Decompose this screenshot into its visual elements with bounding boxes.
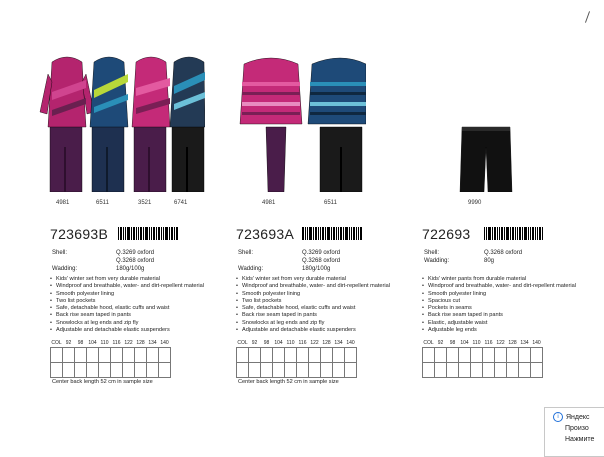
garment-illustrations-723693B [30, 52, 205, 192]
shell-value: Q.3268 oxford [116, 258, 155, 264]
size-header: 92 [65, 340, 72, 346]
garment-set-3521 [132, 57, 170, 192]
sample-size-note: Center back length 52 cm in sample size [238, 379, 339, 385]
size-header: 98 [449, 340, 456, 346]
yandex-notification-popup[interactable] [544, 407, 604, 457]
wadding-value: 180g/100g [302, 266, 331, 272]
color-code: 3521 [138, 200, 152, 206]
feature-item: • Smooth polyester lining [422, 291, 576, 298]
yandex-popup-line: Нажмите [565, 436, 595, 443]
size-header: 122 [496, 340, 505, 346]
garment-set-6741 [170, 57, 205, 192]
feature-item: • Safe, detachable hood, elastic cuffs and waist [236, 305, 390, 312]
color-code: 6511 [96, 200, 109, 206]
size-header: 116 [112, 340, 121, 346]
size-row [51, 363, 171, 378]
feature-item: • Adjustable leg ends [422, 327, 576, 334]
size-header: 128 [322, 340, 331, 346]
feature-item: • Kids' winter pants from durable material [422, 276, 576, 283]
feature-item: • Windproof and breathable, water- and dirt-repellent material [50, 283, 204, 290]
feature-list [236, 276, 390, 334]
feature-item: • Spacious cut [422, 298, 576, 305]
size-table [50, 339, 171, 378]
size-header: 116 [298, 340, 307, 346]
size-header: 110 [286, 340, 295, 346]
size-header: 110 [472, 340, 481, 346]
barcode-image [484, 227, 544, 242]
color-code: 4981 [56, 200, 70, 206]
size-header: 98 [263, 340, 270, 346]
feature-item: • Smooth polyester lining [236, 291, 390, 298]
feature-item: • Two list pockets [236, 298, 390, 305]
feature-item: • Pockets in seams [422, 305, 576, 312]
shell-value: Q.3269 oxford [116, 250, 155, 256]
shell-label: Shell: [52, 250, 68, 256]
size-table [422, 339, 543, 378]
barcode-image [302, 227, 362, 242]
size-header: 140 [532, 340, 541, 346]
feature-item: • Kids' winter set from very durable material [50, 276, 204, 283]
yandex-popup-title: i Яндекс [553, 412, 604, 423]
garment-set-4981 [240, 58, 302, 192]
feature-item: • Kids' winter set from very durable material [236, 276, 390, 283]
corner-mark [585, 11, 590, 23]
feature-item: • Back rise seam taped in pants [50, 312, 204, 319]
garment-illustrations-723693A [236, 52, 366, 192]
size-row [423, 348, 543, 363]
color-code: 6741 [174, 200, 188, 206]
feature-item: • Smooth polyester lining [50, 291, 204, 298]
wadding-label: Wadding: [52, 266, 78, 272]
shell-value: Q.3268 oxford [302, 258, 341, 264]
size-header: 110 [100, 340, 109, 346]
size-header: 116 [484, 340, 493, 346]
shell-label: Shell: [238, 250, 254, 256]
feature-item: • Adjustable and detachable elastic suspenders [236, 327, 390, 334]
sample-size-note: Center back length 52 cm in sample size [52, 379, 153, 385]
size-header: 122 [124, 340, 133, 346]
feature-item: • Back rise seam taped in pants [422, 312, 576, 319]
feature-item: • Safe, detachable hood, elastic cuffs and waist [50, 305, 204, 312]
barcode-image [118, 227, 178, 242]
size-header: 128 [136, 340, 145, 346]
yandex-popup-line: Произо [565, 425, 589, 432]
feature-item: • Elastic, adjustable waist [422, 320, 576, 327]
wadding-label: Wadding: [424, 258, 450, 264]
garment-set-4981 [40, 57, 94, 192]
color-code: 4981 [262, 200, 276, 206]
feature-item: • Windproof and breathable, water- and dirt-repellent material [236, 283, 390, 290]
size-header-col: COL [423, 340, 434, 346]
feature-item: • Snowlocks at leg ends and zip fly [50, 320, 204, 327]
feature-item: • Windproof and breathable, water- and dirt-repellent material [422, 283, 576, 290]
garment-set-6511 [308, 58, 366, 192]
shell-label: Shell: [424, 250, 440, 256]
feature-item: • Snowlocks at leg ends and zip fly [236, 320, 390, 327]
size-header: 92 [251, 340, 258, 346]
size-header: 98 [77, 340, 84, 346]
size-header: 128 [508, 340, 517, 346]
size-header: 122 [310, 340, 319, 346]
wadding-label: Wadding: [238, 266, 264, 272]
size-row [51, 348, 171, 363]
product-code: 723693A [236, 226, 295, 242]
shell-value: Q.3268 oxford [484, 250, 523, 256]
size-header: 140 [160, 340, 169, 346]
wadding-value: 80g [484, 258, 495, 264]
size-table [236, 339, 357, 378]
product-code: 722693 [422, 226, 471, 242]
size-row [237, 348, 357, 363]
feature-list [50, 276, 204, 334]
size-row [423, 363, 543, 378]
garment-set-6511 [90, 57, 128, 192]
size-header: 134 [520, 340, 529, 346]
size-header: 104 [460, 340, 469, 346]
size-header: 104 [274, 340, 283, 346]
wadding-value: 180g/100g [116, 266, 145, 272]
product-code: 723693B [50, 226, 109, 242]
feature-item: • Back rise seam taped in pants [236, 312, 390, 319]
size-header: 104 [88, 340, 97, 346]
info-icon: i [553, 412, 563, 422]
shell-value: Q.3269 oxford [302, 250, 341, 256]
garment-illustrations-722693 [456, 52, 516, 192]
size-header: 134 [148, 340, 157, 346]
size-header: 140 [346, 340, 355, 346]
size-header-col: COL [51, 340, 62, 346]
feature-item: • Two list pockets [50, 298, 204, 305]
feature-list [422, 276, 576, 334]
size-row [237, 363, 357, 378]
garment-set-9990 [460, 127, 512, 192]
size-header: 92 [437, 340, 444, 346]
size-header-col: COL [237, 340, 248, 346]
color-code: 6511 [324, 200, 337, 206]
size-header: 134 [334, 340, 343, 346]
color-code: 9990 [468, 200, 482, 206]
feature-item: • Adjustable and detachable elastic suspenders [50, 327, 204, 334]
